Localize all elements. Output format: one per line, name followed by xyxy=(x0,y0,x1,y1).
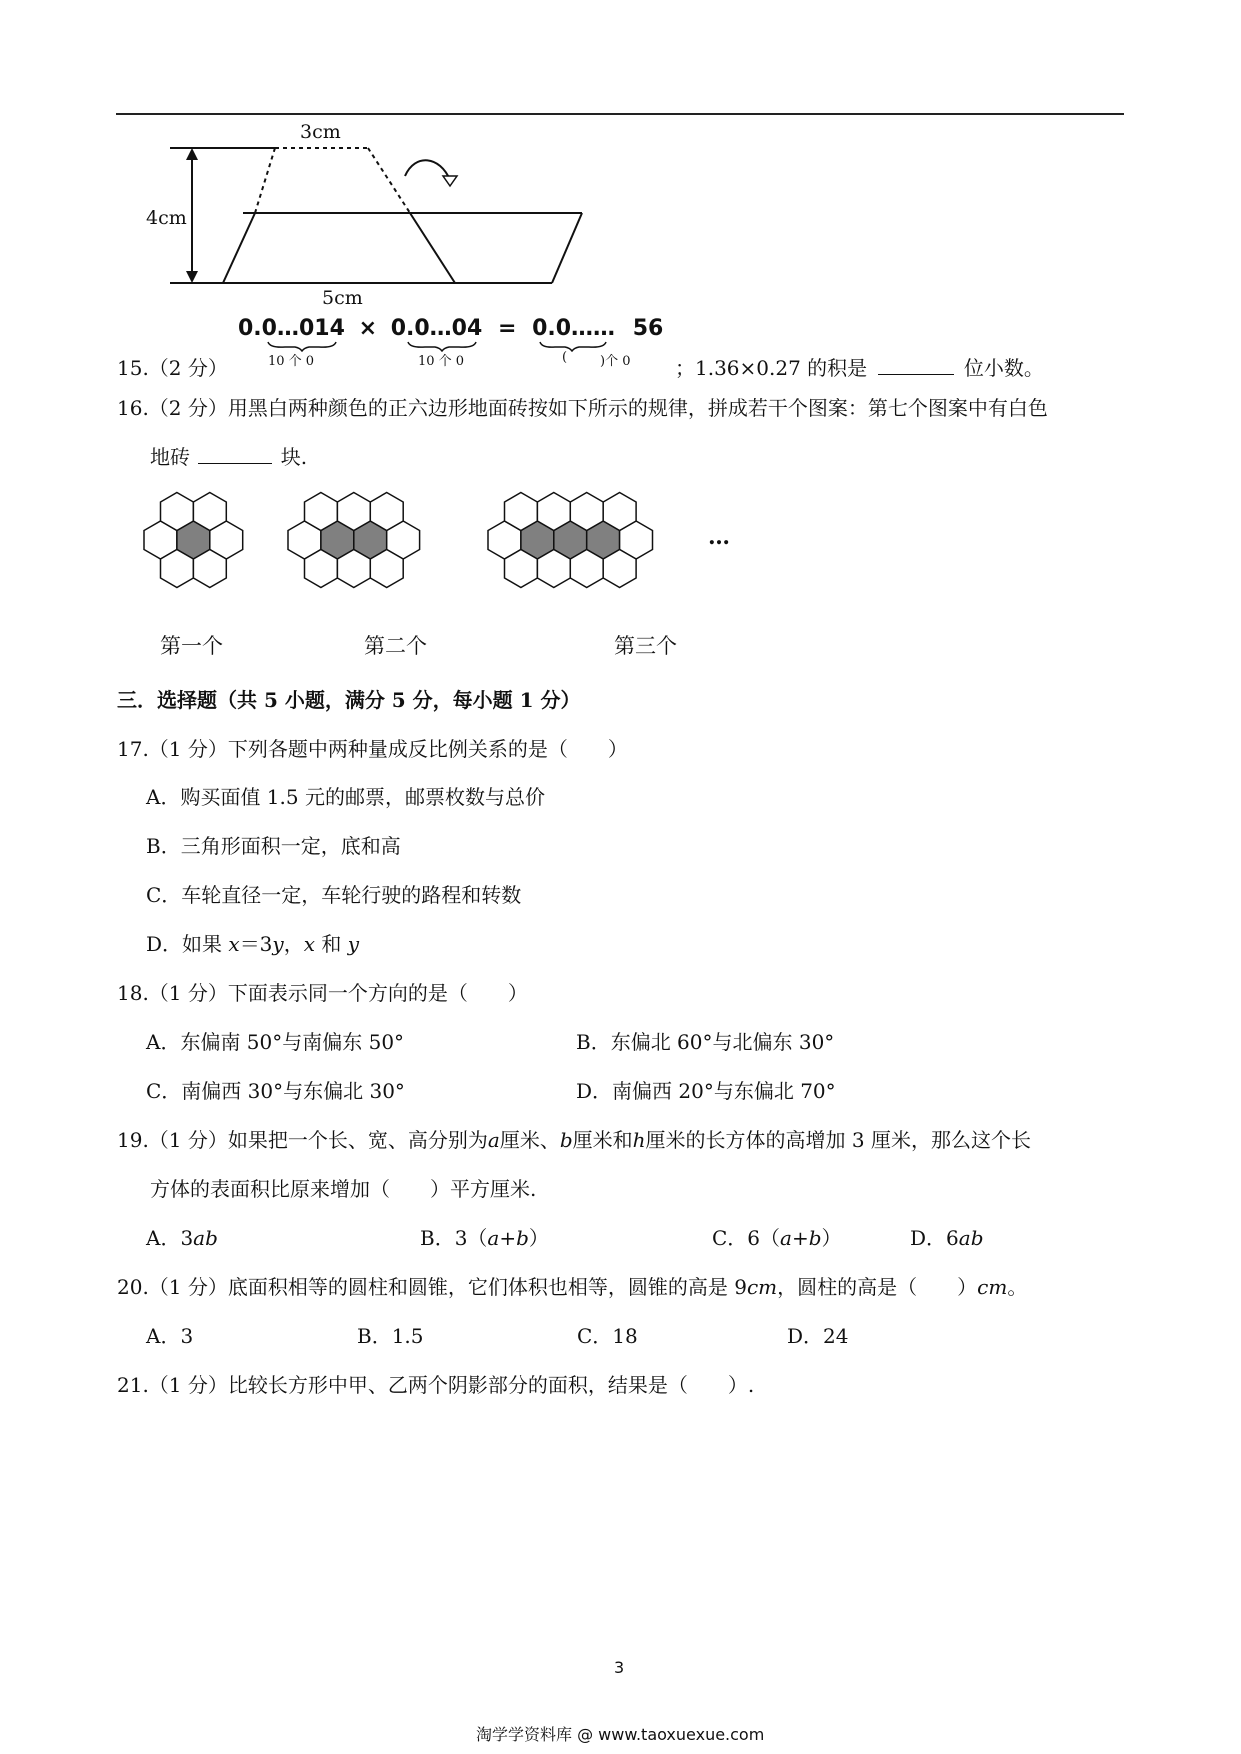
q16-line2-before: 地砖 xyxy=(150,445,190,469)
pattern-label-3: 第三个 xyxy=(614,634,677,658)
q20-option-a[interactable]: A．3 xyxy=(146,1324,194,1348)
q20-stem xyxy=(117,1271,1027,1300)
q18-stem: 18.（1 分）下面表示同一个方向的是（ ） xyxy=(117,981,528,1005)
q15-term-c: 0.0…… xyxy=(532,316,616,341)
q19-b-pre: B．3（ xyxy=(420,1226,488,1250)
q21-stem: 21.（1 分）比较长方形中甲、乙两个阴影部分的面积，结果是（ ）. xyxy=(117,1373,755,1397)
q15-times: × xyxy=(358,316,378,341)
q19-c-var: a+b xyxy=(780,1226,822,1250)
q15-term-a: 0.0…014 xyxy=(238,316,345,341)
q17-d-and: 和 xyxy=(315,932,348,956)
q19-line1 xyxy=(117,1124,1031,1153)
q20-option-b[interactable]: B．1.5 xyxy=(357,1324,424,1348)
q15-text-before: ；1.36×0.27 的积是 xyxy=(675,356,868,380)
figure-label-left: 4cm xyxy=(146,207,187,229)
hexagon-patterns xyxy=(140,485,760,595)
q18-option-b[interactable]: B．东偏北 60°与北偏东 30° xyxy=(576,1030,835,1054)
q17-option-b[interactable]: B．三角形面积一定，底和高 xyxy=(146,834,401,858)
q17-d-y2: y xyxy=(347,932,360,956)
q19-option-d[interactable] xyxy=(910,1222,984,1251)
section-3-title: 三．选择题（共 5 小题，满分 5 分，每小题 1 分） xyxy=(117,688,581,712)
q20-stem-c: 。 xyxy=(1007,1275,1028,1299)
q18-option-d[interactable]: D．南偏西 20°与东偏北 70° xyxy=(576,1079,836,1103)
q19-l1-a: 19.（1 分）如果把一个长、宽、高分别为 xyxy=(117,1128,488,1152)
q19-c-post: ） xyxy=(821,1226,842,1250)
q15-term-b: 0.0…04 xyxy=(390,316,483,341)
rotate-arrow-head xyxy=(443,176,457,186)
q16-line2 xyxy=(150,441,307,470)
q19-var-h: h xyxy=(632,1128,646,1152)
page-number: 3 xyxy=(614,1658,625,1677)
q15-expression xyxy=(238,316,663,341)
q15-brace-label-2: 10 个 0 xyxy=(418,354,465,369)
q19-l1-c: 厘米和 xyxy=(572,1128,633,1152)
q18-option-c[interactable]: C．南偏西 30°与东偏北 30° xyxy=(146,1079,405,1103)
q19-d-var: ab xyxy=(958,1226,984,1250)
q20-stem-a: 20.（1 分）底面积相等的圆柱和圆锥，它们体积也相等，圆锥的高是 9 xyxy=(117,1275,747,1299)
q19-l1-d: 厘米的长方体的高增加 3 厘米，那么这个长 xyxy=(645,1128,1031,1152)
q15-text-after: 位小数。 xyxy=(963,356,1044,380)
height-arrow-bottom xyxy=(186,271,198,283)
q19-var-b: b xyxy=(559,1128,573,1152)
q20-stem-b: ，圆柱的高是（ ） xyxy=(777,1275,978,1299)
q19-option-a[interactable] xyxy=(146,1222,218,1251)
q15-brace-label-1: 10 个 0 xyxy=(268,354,315,369)
q16-answer-blank[interactable] xyxy=(198,445,272,464)
q17-option-a[interactable]: A．购买面值 1.5 元的邮票，邮票枚数与总价 xyxy=(146,785,545,809)
q19-b-post: ） xyxy=(528,1226,549,1250)
parallelogram-right-edge xyxy=(552,213,582,283)
footer-text: 淘学学资料库 @ www.taoxuexue.com xyxy=(476,1725,765,1744)
trapezoid-figure xyxy=(120,118,600,308)
q17-d-eq: ＝3 xyxy=(239,932,273,956)
q15-brace-label-3-right: )个 0 xyxy=(600,354,631,369)
q20-unit-2: cm xyxy=(977,1275,1008,1299)
q17-d-mid: ， xyxy=(283,932,304,956)
height-arrow-top xyxy=(186,148,198,160)
q17-stem: 17.（1 分）下列各题中两种量成反比例关系的是（ ） xyxy=(117,737,628,761)
q15-equals: = xyxy=(497,316,517,341)
q20-option-d[interactable]: D．24 xyxy=(787,1324,849,1348)
q17-d-y: y xyxy=(272,932,284,956)
q15-number: 15.（2 分） xyxy=(117,356,228,380)
q16-line1: 16.（2 分）用黑白两种颜色的正六边形地面砖按如下所示的规律，拼成若干个图案：第七个图案中有白色 xyxy=(117,396,1048,420)
figure-label-bottom: 5cm xyxy=(322,287,363,309)
q19-a-pre: A．3 xyxy=(146,1226,194,1250)
dashed-left-edge xyxy=(255,148,275,213)
q19-c-pre: C．6（ xyxy=(712,1226,781,1250)
q15-brace-label-3-left: ( xyxy=(562,350,568,365)
dashed-right-edge xyxy=(368,148,410,213)
q19-b-var: a+b xyxy=(487,1226,529,1250)
pattern-label-1: 第一个 xyxy=(160,634,223,658)
q17-option-d[interactable] xyxy=(146,928,359,957)
q16-ellipsis: … xyxy=(708,524,730,550)
q16-line2-after: 块. xyxy=(280,445,308,469)
q19-option-b[interactable] xyxy=(420,1222,549,1251)
q15-term-d: 56 xyxy=(632,316,664,341)
q19-var-a: a xyxy=(487,1128,500,1152)
q15-answer-blank[interactable] xyxy=(878,356,954,375)
q17-d-x2: x xyxy=(303,932,316,956)
right-solid-edge xyxy=(410,213,455,283)
header-rule xyxy=(116,113,1124,115)
q19-line2: 方体的表面积比原来增加（ ）平方厘米. xyxy=(150,1177,537,1201)
q17-d-prefix: D．如果 xyxy=(146,932,223,956)
q19-l1-b: 厘米、 xyxy=(499,1128,560,1152)
q20-unit-1: cm xyxy=(746,1275,778,1299)
figure-label-top: 3cm xyxy=(300,121,341,143)
q17-option-c[interactable]: C．车轮直径一定，车轮行驶的路程和转数 xyxy=(146,883,522,907)
q20-option-c[interactable]: C．18 xyxy=(577,1324,638,1348)
q19-option-c[interactable] xyxy=(712,1222,842,1251)
q15-text xyxy=(675,352,1044,381)
pattern-label-2: 第二个 xyxy=(364,634,427,658)
q19-a-var: ab xyxy=(193,1226,218,1250)
left-solid-edge xyxy=(223,213,255,283)
q17-d-x: x xyxy=(228,932,240,956)
q18-option-a[interactable]: A．东偏南 50°与南偏东 50° xyxy=(146,1030,405,1054)
q19-d-pre: D．6 xyxy=(910,1226,959,1250)
